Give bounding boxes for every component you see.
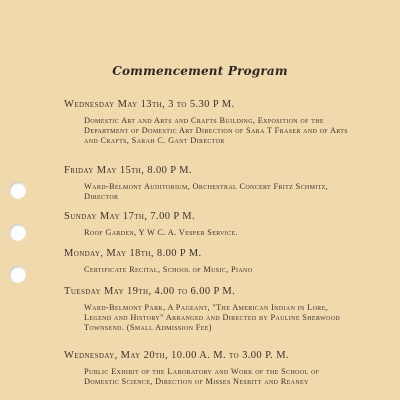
entry-date: Friday May 15th, 8.00 P M. bbox=[64, 165, 192, 176]
entry-description: Public Exhibit of the Laboratory and Work of the School of Domestic Science, Direction of Misses Nesbitt and Reaney bbox=[84, 367, 320, 387]
entry-description: Ward-Belmont Auditorium, Orchestral Concert Fritz Schmitz, Director bbox=[84, 182, 329, 202]
entry-description: Roof Garden, Y W C. A. Vesper Service. bbox=[84, 228, 238, 237]
entry-date: Tuesday May 19th, 4.00 to 6.00 P M. bbox=[64, 286, 236, 297]
entry-description: Domestic Art and Arts and Crafts Building, Exposition of the Department of Domestic Art Direction of Sara T Fraser and of Arts and Crafts, Sarah C. Gant Director bbox=[84, 116, 348, 146]
entry-date: Sunday May 17th, 7.00 P M. bbox=[64, 211, 196, 222]
entry-description: Certificate Recital, School of Music, Piano bbox=[84, 265, 253, 274]
entry-date: Wednesday May 13th, 3 to 5.30 P M. bbox=[64, 99, 235, 110]
entry-date: Wednesday, May 20th, 10.00 A. M. to 3.00 P. M. bbox=[64, 350, 289, 361]
program-entry bbox=[64, 350, 354, 387]
program-entry bbox=[64, 211, 354, 238]
entry-date: Monday, May 18th, 8.00 P M. bbox=[64, 248, 202, 259]
program-entry bbox=[64, 248, 354, 275]
program-entry bbox=[64, 165, 354, 202]
entry-description: Ward-Belmont Park, A Pageant, "The American Indian in Lore, Legend and History" Arranged and Directed by Pauline Sherwood Townsend. (Small Admission Fee) bbox=[84, 303, 341, 333]
program-entry bbox=[64, 286, 354, 334]
punch-hole bbox=[9, 182, 26, 199]
program-entry bbox=[64, 99, 354, 147]
punch-hole bbox=[9, 224, 26, 241]
program-title: Commencement Program bbox=[112, 64, 288, 78]
punch-hole bbox=[9, 266, 26, 283]
